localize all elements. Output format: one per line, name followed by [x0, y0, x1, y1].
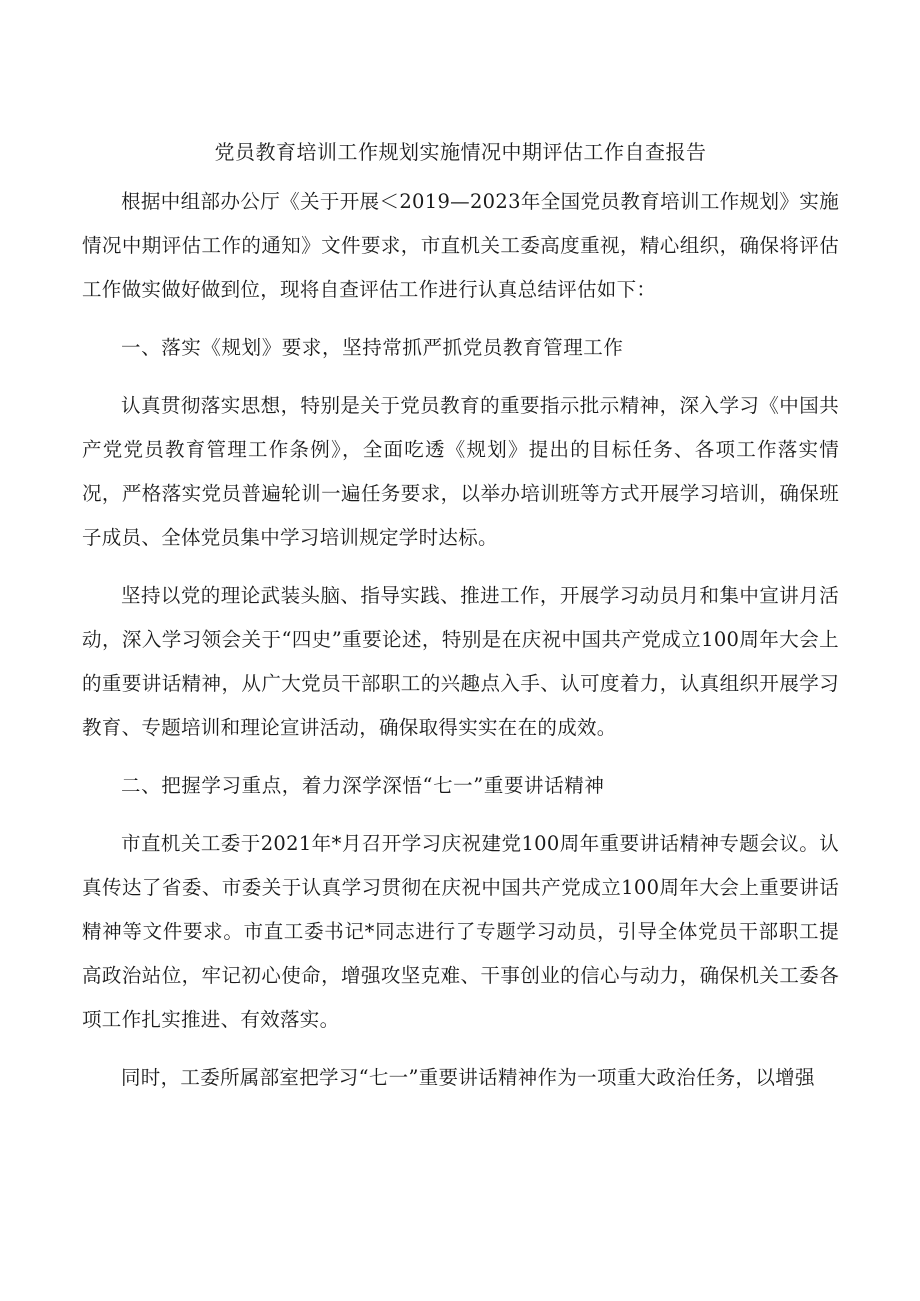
paragraph-1-1: 认真贯彻落实思想，特别是关于党员教育的重要指示批示精神，深入学习《中国共产党党员教育管理工作条例》，全面吃透《规划》提出的目标任务、各项工作落实情况，严格落实党员普遍轮训一遍任务要求，以举办培训班等方式开展学习培训，确保班子成员、全体党员集中学习培训规定学时达标。	[82, 394, 839, 549]
document-title: 党员教育培训工作规划实施情况中期评估工作自查报告	[214, 140, 707, 164]
paragraph-2-2: 同时，工委所属部室把学习“七一”重要讲话精神作为一项重大政治任务，以增强	[121, 1066, 815, 1089]
paragraph-1-2: 坚持以党的理论武装头脑、指导实践、推进工作，开展学习动员月和集中宣讲月活动，深入学习领会关于“四史”重要论述，特别是在庆祝中国共产党成立100周年大会上的重要讲话精神，从广大党员干部职工的兴趣点入手、认可度着力，认真组织开展学习教育、专题培训和理论宣讲活动，确保取得实实在在的成效。	[82, 584, 839, 739]
section-heading-2: 二、把握学习重点，着力深学深悟“七一”重要讲话精神	[121, 774, 605, 797]
section-heading-1: 一、落实《规划》要求，坚持常抓严抓党员教育管理工作	[121, 336, 624, 359]
paragraph-2-1: 市直机关工委于2021年*月召开学习庆祝建党100周年重要讲话精神专题会议。认真传达了省委、市委关于认真学习贯彻在庆祝中国共产党成立100周年大会上重要讲话精神等文件要求。市直工委书记*同志进行了专题学习动员，引导全体党员干部职工提高政治站位，牢记初心使命，增强攻坚克难、干事创业的信心与动力，确保机关工委各项工作扎实推进、有效落实。	[82, 832, 839, 1031]
document-page	[82, 132, 839, 1114]
paragraph-intro: 根据中组部办公厅《关于开展＜2019—2023年全国党员教育培训工作规划》实施情况中期评估工作的通知》文件要求，市直机关工委高度重视，精心组织，确保将评估工作做实做好做到位，现将自查评估工作进行认真总结评估如下：	[82, 190, 839, 301]
